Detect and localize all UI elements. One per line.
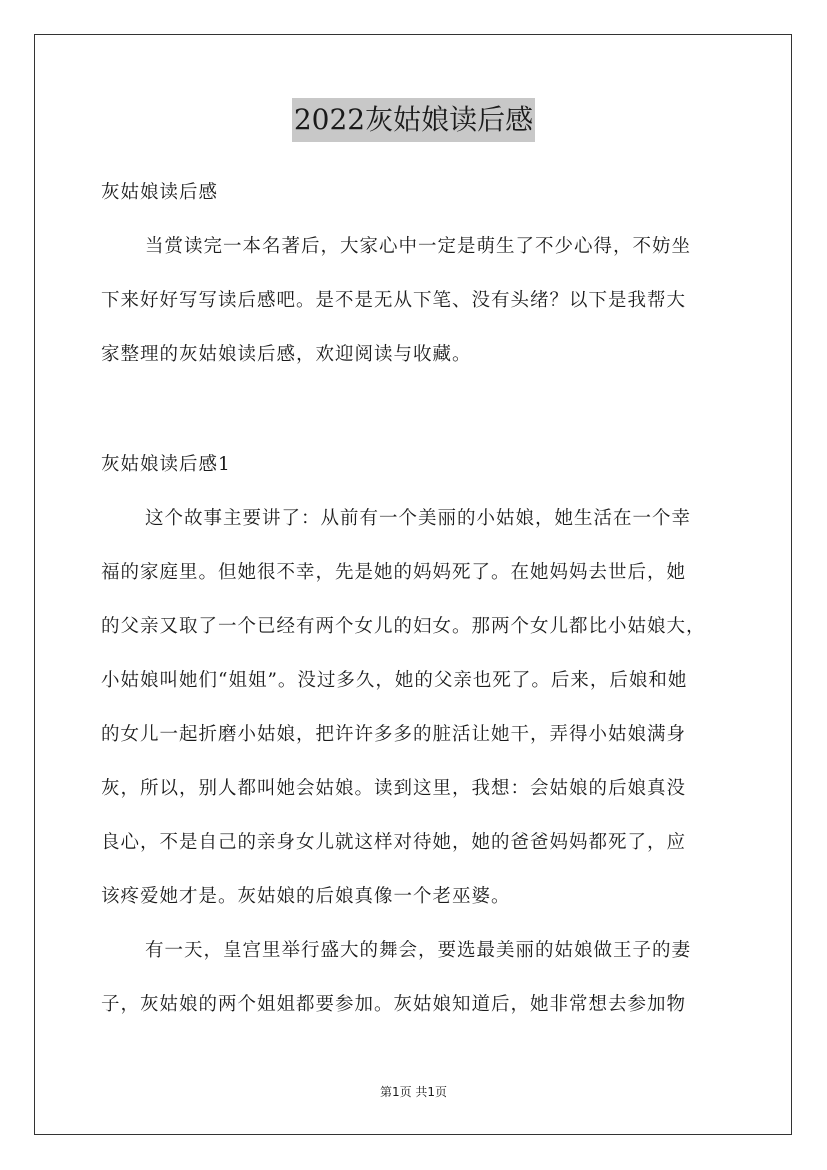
section-1	[101, 438, 726, 1032]
subheading: 灰姑娘读后感	[101, 182, 219, 203]
paragraph-line: 下来好好写写读后感吧。是不是无从下笔、没有头绪？以下是我帮大	[101, 290, 687, 311]
paragraph-line: 家整理的灰姑娘读后感，欢迎阅读与收藏。	[101, 344, 472, 365]
paragraph-line: 有一天，皇宫里举行盛大的舞会，要选最美丽的姑娘做王子的妻	[145, 940, 692, 961]
paragraph-line: 的父亲又取了一个已经有两个女儿的妇女。那两个女儿都比小姑娘大，	[101, 616, 706, 637]
paragraph-line: 灰，所以，别人都叫她会姑娘。读到这里，我想：会姑娘的后娘真没	[101, 778, 687, 799]
document-title: 2022灰姑娘读后感	[292, 98, 535, 142]
paragraph-line: 的女儿一起折磨小姑娘，把许许多多的脏活让她干，弄得小姑娘满身	[101, 724, 687, 745]
paragraph-line: 福的家庭里。但她很不幸，先是她的妈妈死了。在她妈妈去世后，她	[101, 562, 687, 583]
paragraph-line: 子，灰姑娘的两个姐姐都要参加。灰姑娘知道后，她非常想去参加物	[101, 994, 687, 1015]
section-heading: 灰姑娘读后感1	[101, 454, 231, 475]
paragraph-line: 小姑娘叫她们“姐姐”。没过多久，她的父亲也死了。后来，后娘和她	[101, 670, 688, 691]
paragraph-line: 这个故事主要讲了：从前有一个美丽的小姑娘，她生活在一个幸	[145, 508, 692, 529]
paragraph-line: 当赏读完一本名著后，大家心中一定是萌生了不少心得，不妨坐	[145, 236, 692, 257]
page-footer: 第1页 共1页	[379, 1085, 448, 1099]
paragraph-line: 该疼爱她才是。灰姑娘的后娘真像一个老巫婆。	[101, 886, 511, 907]
document-body	[101, 166, 726, 382]
title-area	[0, 98, 827, 142]
paragraph-line: 良心，不是自己的亲身女儿就这样对待她，她的爸爸妈妈都死了，应	[101, 832, 687, 853]
